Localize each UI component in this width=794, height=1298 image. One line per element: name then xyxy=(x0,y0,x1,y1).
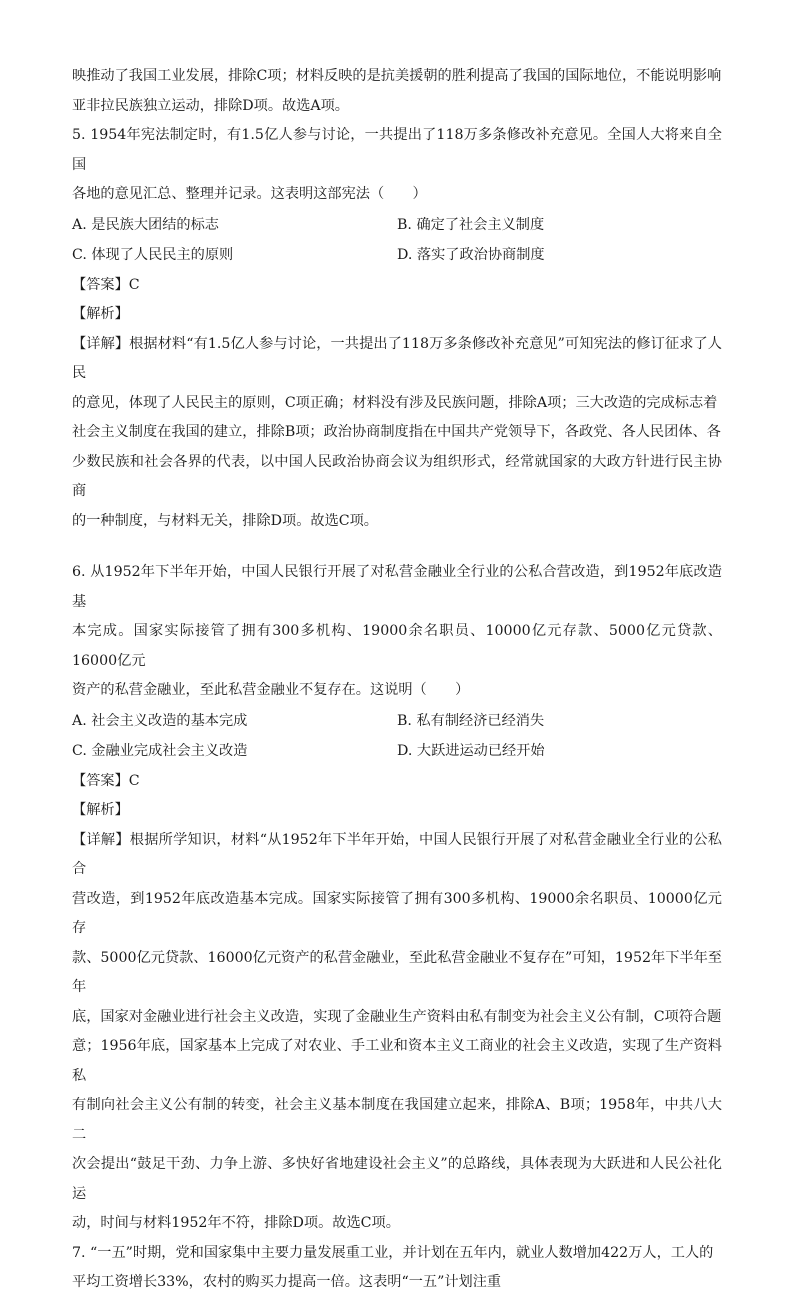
q6-options xyxy=(72,706,722,767)
q6-analysis-label: 【解析】 xyxy=(72,802,129,818)
q6-stem: 资产的私营金融业，至此私营金融业不复存在。这说明（ ） xyxy=(72,682,470,698)
q5-options xyxy=(72,210,722,271)
q6-option-d: D. 大跃进运动已经开始 xyxy=(397,743,545,759)
q4-analysis-line: 映推动了我国工业发展，排除C项；材料反映的是抗美援朝的胜利提高了我国的国际地位，不能说明影响 xyxy=(72,68,722,84)
q6-detail: 底，国家对金融业进行社会主义改造，实现了金融业生产资料由私有制变为社会主义公有制，C项符合题 xyxy=(72,1008,722,1025)
q6-detail: 款、5000亿元贷款、16000亿元资产的私营金融业，至此私营金融业不复存在”可知，1952年下半年至年 xyxy=(72,949,722,995)
q5-option-d: D. 落实了政治协商制度 xyxy=(397,247,545,263)
q5-detail: 的一种制度，与材料无关，排除D项。故选C项。 xyxy=(72,512,378,529)
question-5 xyxy=(72,121,722,536)
q5-analysis-label: 【解析】 xyxy=(72,306,129,322)
q6-option-b: B. 私有制经济已经消失 xyxy=(397,712,545,729)
q5-answer: 【答案】C xyxy=(72,276,140,293)
q5-detail: 【详解】根据材料“有1.5亿人参与讨论，一共提出了118万多条修改补充意见”可知宪法的修订征求了人民 xyxy=(72,335,722,381)
q5-detail: 社会主义制度在我国的建立，排除B项；政治协商制度指在中国共产党领导下，各政党、各人民团体、各 xyxy=(72,424,721,440)
q7-stem: 7. “一五”时期，党和国家集中主要力量发展重工业，并计划在五年内，就业人数增加422万人，工人的 xyxy=(72,1244,714,1261)
q6-stem: 本完成。国家实际接管了拥有300多机构、19000余名职员、10000亿元存款、5000亿元贷款、16000亿元 xyxy=(72,623,722,669)
document-page xyxy=(72,62,722,1298)
q4-analysis-line: 亚非拉民族独立运动，排除D项。故选A项。 xyxy=(72,97,349,114)
q5-option-a: A. 是民族大团结的标志 xyxy=(72,216,219,233)
q6-option-a: A. 社会主义改造的基本完成 xyxy=(72,712,248,729)
q6-detail: 【详解】根据所学知识，材料“从1952年下半年开始，中国人民银行开展了对私营金融业全行业的公私合 xyxy=(72,831,722,877)
question-6 xyxy=(72,558,722,1239)
q5-stem: 各地的意见汇总、整理并记录。这表明这部宪法（ ） xyxy=(72,186,427,202)
q7-stem: 平均工资增长33%，农村的购买力提高一倍。这表明“一五”计划注重 xyxy=(72,1274,502,1290)
q6-detail: 动，时间与材料1952年不符，排除D项。故选C项。 xyxy=(72,1215,400,1231)
q5-detail: 的意见，体现了人民民主的原则，C项正确；材料没有涉及民族问题，排除A项；三大改造的完成标志着 xyxy=(72,394,718,411)
q6-stem: 6. 从1952年下半年开始，中国人民银行开展了对私营金融业全行业的公私合营改造，到1952年底改造基 xyxy=(72,564,722,610)
q6-detail: 有制向社会主义公有制的转变，社会主义基本制度在我国建立起来，排除A、B项；1958年，中共八大二 xyxy=(72,1097,722,1143)
q6-detail: 次会提出“鼓足干劲、力争上游、多快好省地建设社会主义”的总路线，具体表现为大跃进和人民公社化运 xyxy=(72,1156,722,1202)
q5-stem: 5. 1954年宪法制定时，有1.5亿人参与讨论，一共提出了118万多条修改补充意见。全国人大将来自全国 xyxy=(72,127,722,173)
q5-option-b: B. 确定了社会主义制度 xyxy=(397,216,545,233)
q6-detail: 意；1956年底，国家基本上完成了对农业、手工业和资本主义工商业的社会主义改造，实现了生产资料私 xyxy=(72,1038,722,1084)
q5-detail: 少数民族和社会各界的代表，以中国人民政治协商会议为组织形式，经常就国家的大政方针进行民主协商 xyxy=(72,453,722,499)
section-gap xyxy=(72,536,722,558)
q6-detail: 营改造，到1952年底改造基本完成。国家实际接管了拥有300多机构、19000余名职员、10000亿元存 xyxy=(72,890,722,936)
q6-answer: 【答案】C xyxy=(72,772,140,789)
question-7 xyxy=(72,1239,722,1298)
q6-option-c: C. 金融业完成社会主义改造 xyxy=(72,743,248,759)
q5-option-c: C. 体现了人民民主的原则 xyxy=(72,247,234,263)
